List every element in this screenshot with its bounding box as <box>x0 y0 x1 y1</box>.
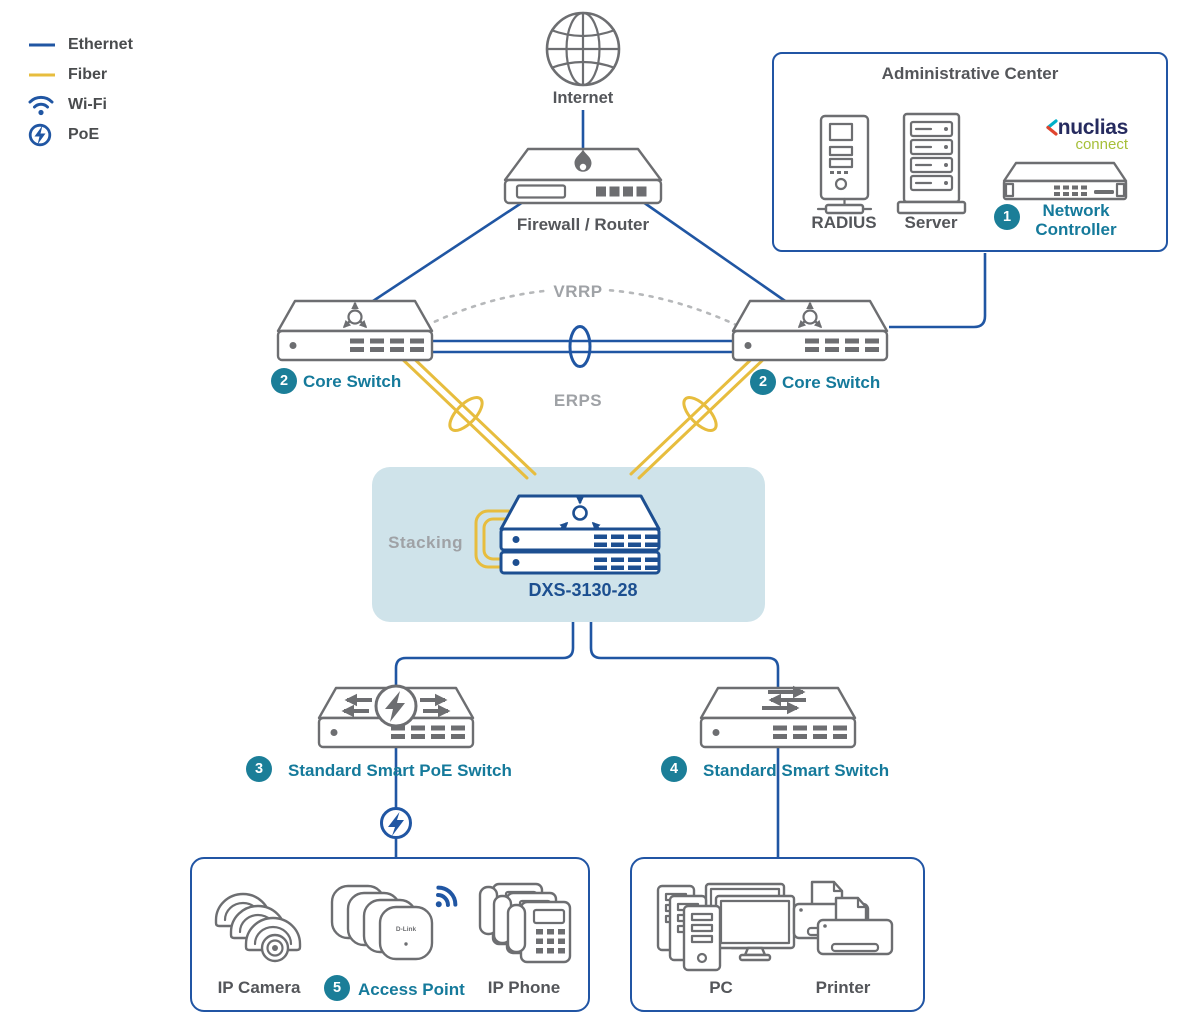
legend-label: Ethernet <box>68 36 133 53</box>
nuclias-logo <box>1028 117 1128 152</box>
ip-camera-icon <box>216 894 300 961</box>
badge-4: 4 <box>661 756 687 782</box>
server-icon <box>898 114 965 213</box>
radius-server-icon <box>818 116 871 213</box>
badge-2-left: 2 <box>271 368 297 394</box>
legend <box>28 34 133 154</box>
fiber-line-icon <box>28 71 58 79</box>
smart-switch-label: Standard Smart Switch <box>703 761 890 780</box>
core-switch-left-label: Core Switch <box>303 372 402 391</box>
erps-label: ERPS <box>553 391 603 410</box>
stack-model-label: DXS-3130-28 <box>528 580 638 600</box>
badge-3: 3 <box>246 756 272 782</box>
brand-name: nuclias <box>1057 116 1128 139</box>
ip-phone-icon <box>480 884 570 962</box>
wifi-signal-icon <box>428 884 459 915</box>
erps-ring-marker <box>570 327 590 367</box>
firewall-label: Firewall / Router <box>516 215 650 234</box>
fiber-link-left <box>398 351 535 478</box>
wifi-icon <box>28 95 58 116</box>
ip-camera-label: IP Camera <box>217 978 301 997</box>
vrrp-label: VRRP <box>548 282 607 302</box>
badge-5: 5 <box>324 975 350 1001</box>
poe-switch-device <box>319 686 473 747</box>
firewall-device <box>505 149 661 203</box>
legend-label: Wi-Fi <box>68 96 107 113</box>
core-switch-left-device <box>278 301 432 360</box>
legend-label: PoE <box>68 126 100 143</box>
core-switch-right-device <box>733 301 887 360</box>
network-controller-label: Network Controller <box>1035 201 1117 239</box>
network-controller-device <box>1004 163 1126 199</box>
smart-switch-device <box>701 688 855 747</box>
poe-switch-label: Standard Smart PoE Switch <box>288 761 512 780</box>
internet-globe-icon <box>547 13 619 85</box>
poe-circle-icon <box>376 686 416 726</box>
poe-inline-icon <box>382 809 411 838</box>
nuclias-chevron-icon <box>1045 119 1058 136</box>
ethernet-line-icon <box>28 41 58 49</box>
stacked-switch-device <box>501 496 659 573</box>
legend-row-ethernet <box>28 34 133 56</box>
badge-1: 1 <box>994 204 1020 230</box>
access-point-label: Access Point <box>358 980 465 999</box>
core-switch-right-label: Core Switch <box>782 373 881 392</box>
pc-label: PC <box>709 978 733 997</box>
access-point-icon <box>332 884 459 959</box>
legend-row-fiber <box>28 64 133 86</box>
legend-label: Fiber <box>68 66 108 83</box>
ip-phone-label: IP Phone <box>487 978 561 997</box>
server-label: Server <box>904 213 958 232</box>
access-point-brand-text: D-Link <box>395 926 417 933</box>
legend-row-wifi <box>28 94 133 116</box>
brand-sub: connect <box>1075 136 1128 153</box>
poe-icon <box>28 123 58 147</box>
pc-icon <box>658 884 794 970</box>
badge-2-right: 2 <box>750 369 776 395</box>
internet-label: Internet <box>552 89 614 107</box>
radius-label: RADIUS <box>811 213 877 232</box>
admin-center-title: Administrative Center <box>881 64 1059 83</box>
printer-icon <box>794 882 892 954</box>
legend-row-poe <box>28 124 133 146</box>
fiber-link-right <box>631 351 768 478</box>
stacking-label: Stacking <box>388 533 463 552</box>
printer-label: Printer <box>815 978 871 997</box>
